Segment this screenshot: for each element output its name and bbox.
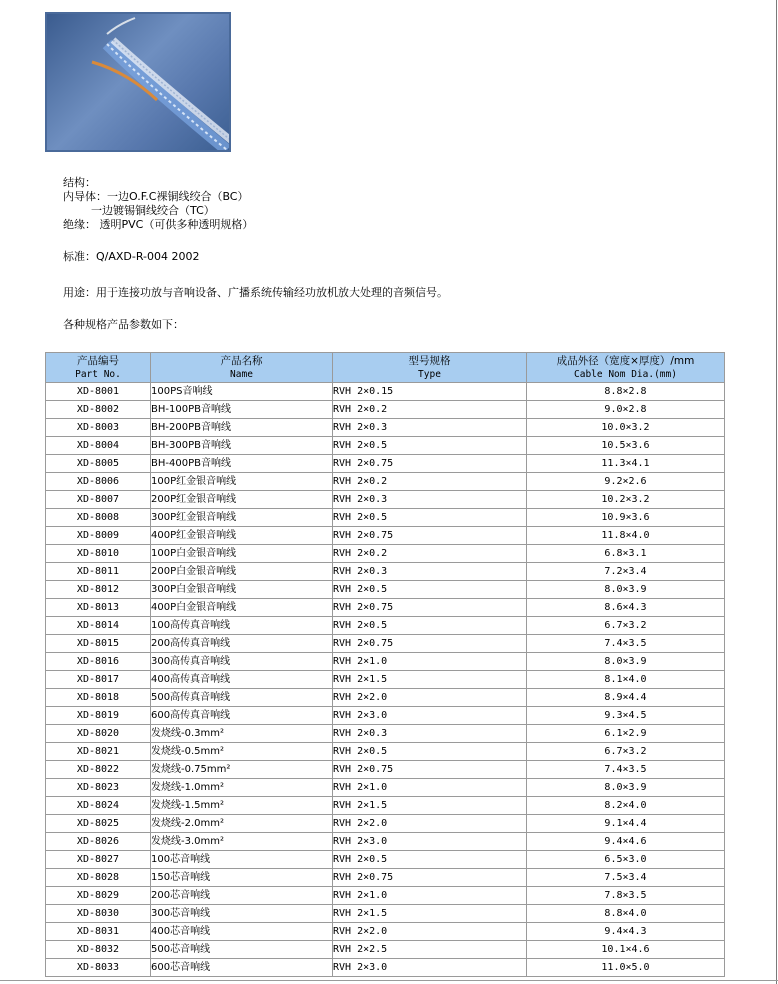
table-row [46,689,725,707]
type-cell: RVH 2×2.0 [333,923,527,941]
table-row [46,599,725,617]
table-row [46,851,725,869]
page-right-border [776,0,777,984]
table-row [46,473,725,491]
diameter-cell: 8.0×3.9 [527,581,725,599]
name-cell: 发烧线-1.5mm² [151,797,333,815]
name-cell: 400高传真音响线 [151,671,333,689]
diameter-cell: 7.8×3.5 [527,887,725,905]
type-cell: RVH 2×0.5 [333,509,527,527]
part-no-cell: XD-8018 [46,689,151,707]
part-no-cell: XD-8033 [46,959,151,977]
type-cell: RVH 2×0.2 [333,401,527,419]
table-row [46,419,725,437]
usage-line: 用途：用于连接功放与音响设备、广播系统传输经功放机放大处理的音频信号。 [63,286,448,299]
name-cell: 300P白金银音响线 [151,581,333,599]
table-row [46,941,725,959]
header-type-en: Type [418,368,441,380]
diameter-cell: 7.2×3.4 [527,563,725,581]
part-no-cell: XD-8002 [46,401,151,419]
diameter-cell: 7.4×3.5 [527,761,725,779]
table-row [46,653,725,671]
header-type [333,353,527,383]
table-row [46,491,725,509]
table-row [46,887,725,905]
type-cell: RVH 2×1.0 [333,653,527,671]
type-cell: RVH 2×2.5 [333,941,527,959]
part-no-cell: XD-8010 [46,545,151,563]
name-cell: 400芯音响线 [151,923,333,941]
type-cell: RVH 2×3.0 [333,707,527,725]
table-row [46,797,725,815]
header-diameter-zh: 成品外径（宽度×厚度）/mm [556,354,695,367]
diameter-cell: 6.5×3.0 [527,851,725,869]
table-body [46,383,725,977]
part-no-cell: XD-8031 [46,923,151,941]
table-row [46,617,725,635]
header-part-no-en: Part No. [75,368,121,380]
name-cell: 150芯音响线 [151,869,333,887]
part-no-cell: XD-8001 [46,383,151,401]
type-cell: RVH 2×0.75 [333,635,527,653]
diameter-cell: 9.0×2.8 [527,401,725,419]
diameter-cell: 11.8×4.0 [527,527,725,545]
diameter-cell: 9.2×2.6 [527,473,725,491]
type-cell: RVH 2×0.75 [333,599,527,617]
name-cell: 发烧线-3.0mm² [151,833,333,851]
name-cell: 500高传真音响线 [151,689,333,707]
diameter-cell: 8.9×4.4 [527,689,725,707]
diameter-cell: 8.2×4.0 [527,797,725,815]
table-row [46,743,725,761]
table-row [46,383,725,401]
part-no-cell: XD-8032 [46,941,151,959]
table-row [46,905,725,923]
part-no-cell: XD-8023 [46,779,151,797]
diameter-cell: 10.5×3.6 [527,437,725,455]
diameter-cell: 8.0×3.9 [527,653,725,671]
part-no-cell: XD-8025 [46,815,151,833]
diameter-cell: 10.2×3.2 [527,491,725,509]
table-row [46,923,725,941]
type-cell: RVH 2×0.5 [333,437,527,455]
type-cell: RVH 2×1.5 [333,905,527,923]
diameter-cell: 7.4×3.5 [527,635,725,653]
page-bottom-border [0,980,778,981]
type-cell: RVH 2×1.5 [333,671,527,689]
diameter-cell: 9.1×4.4 [527,815,725,833]
name-cell: 600芯音响线 [151,959,333,977]
diameter-cell: 8.8×4.0 [527,905,725,923]
part-no-cell: XD-8021 [46,743,151,761]
part-no-cell: XD-8015 [46,635,151,653]
part-no-cell: XD-8028 [46,869,151,887]
diameter-cell: 11.0×5.0 [527,959,725,977]
part-no-cell: XD-8006 [46,473,151,491]
part-no-cell: XD-8013 [46,599,151,617]
part-no-cell: XD-8004 [46,437,151,455]
name-cell: 200P白金银音响线 [151,563,333,581]
part-no-cell: XD-8008 [46,509,151,527]
part-no-cell: XD-8007 [46,491,151,509]
table-row [46,563,725,581]
diameter-cell: 11.3×4.1 [527,455,725,473]
diameter-cell: 6.8×3.1 [527,545,725,563]
part-no-cell: XD-8022 [46,761,151,779]
name-cell: 发烧线-0.5mm² [151,743,333,761]
header-name-zh: 产品名称 [220,354,263,367]
cable-product-photo [45,12,231,152]
name-cell: 400P红金银音响线 [151,527,333,545]
table-header-row [46,353,725,383]
diameter-cell: 10.9×3.6 [527,509,725,527]
diameter-cell: 6.1×2.9 [527,725,725,743]
type-cell: RVH 2×0.75 [333,455,527,473]
name-cell: 100PS音响线 [151,383,333,401]
part-no-cell: XD-8012 [46,581,151,599]
name-cell: 300芯音响线 [151,905,333,923]
name-cell: 发烧线-0.75mm² [151,761,333,779]
name-cell: 300高传真音响线 [151,653,333,671]
table-row [46,455,725,473]
table-row [46,707,725,725]
header-name [151,353,333,383]
table-row [46,833,725,851]
diameter-cell: 8.0×3.9 [527,779,725,797]
type-cell: RVH 2×0.2 [333,545,527,563]
part-no-cell: XD-8005 [46,455,151,473]
table-row [46,401,725,419]
type-cell: RVH 2×0.5 [333,617,527,635]
name-cell: 100芯音响线 [151,851,333,869]
part-no-cell: XD-8014 [46,617,151,635]
part-no-cell: XD-8020 [46,725,151,743]
type-cell: RVH 2×0.3 [333,419,527,437]
type-cell: RVH 2×0.5 [333,743,527,761]
name-cell: 发烧线-0.3mm² [151,725,333,743]
header-name-en: Name [230,368,253,380]
header-part-no [46,353,151,383]
header-type-zh: 型号规格 [408,354,451,367]
diameter-cell: 8.1×4.0 [527,671,725,689]
header-diameter [527,353,725,383]
table-row [46,725,725,743]
name-cell: 400P白金银音响线 [151,599,333,617]
type-cell: RVH 2×0.3 [333,491,527,509]
type-cell: RVH 2×0.3 [333,563,527,581]
type-cell: RVH 2×0.3 [333,725,527,743]
table-row [46,959,725,977]
structure-label: 结构： [63,176,96,189]
type-cell: RVH 2×2.0 [333,815,527,833]
diameter-cell: 6.7×3.2 [527,617,725,635]
type-cell: RVH 2×3.0 [333,833,527,851]
name-cell: 100高传真音响线 [151,617,333,635]
type-cell: RVH 2×3.0 [333,959,527,977]
diameter-cell: 8.6×4.3 [527,599,725,617]
conductor-line-1: 内导体：一边O.F.C裸铜线绞合（BC） [63,190,249,203]
part-no-cell: XD-8029 [46,887,151,905]
name-cell: 发烧线-1.0mm² [151,779,333,797]
part-no-cell: XD-8024 [46,797,151,815]
diameter-cell: 9.4×4.3 [527,923,725,941]
type-cell: RVH 2×0.75 [333,527,527,545]
table-row [46,545,725,563]
type-cell: RVH 2×0.75 [333,761,527,779]
diameter-cell: 9.4×4.6 [527,833,725,851]
part-no-cell: XD-8026 [46,833,151,851]
diameter-cell: 6.7×3.2 [527,743,725,761]
name-cell: BH-300PB音响线 [151,437,333,455]
table-row [46,527,725,545]
table-row [46,437,725,455]
type-cell: RVH 2×2.0 [333,689,527,707]
part-no-cell: XD-8030 [46,905,151,923]
diameter-cell: 9.3×4.5 [527,707,725,725]
param-intro-line: 各种规格产品参数如下： [63,318,184,331]
table-row [46,869,725,887]
part-no-cell: XD-8019 [46,707,151,725]
type-cell: RVH 2×0.5 [333,851,527,869]
type-cell: RVH 2×0.15 [333,383,527,401]
name-cell: BH-200PB音响线 [151,419,333,437]
part-no-cell: XD-8016 [46,653,151,671]
name-cell: BH-100PB音响线 [151,401,333,419]
diameter-cell: 8.8×2.8 [527,383,725,401]
table-row [46,635,725,653]
table-row [46,581,725,599]
name-cell: 200高传真音响线 [151,635,333,653]
header-part-no-zh: 产品编号 [77,354,119,367]
header-diameter-en: Cable Nom Dia.(mm) [574,368,677,380]
diameter-cell: 10.1×4.6 [527,941,725,959]
name-cell: 300P红金银音响线 [151,509,333,527]
diameter-cell: 10.0×3.2 [527,419,725,437]
table-row [46,509,725,527]
part-no-cell: XD-8027 [46,851,151,869]
standard-line: 标准：Q/AXD-R-004 2002 [63,250,200,263]
conductor-line-2: 一边镀锡铜线绞合（TC） [91,204,215,217]
name-cell: 发烧线-2.0mm² [151,815,333,833]
table-row [46,671,725,689]
type-cell: RVH 2×1.0 [333,779,527,797]
name-cell: 200P红金银音响线 [151,491,333,509]
name-cell: 500芯音响线 [151,941,333,959]
table-row [46,779,725,797]
part-no-cell: XD-8009 [46,527,151,545]
name-cell: 100P白金银音响线 [151,545,333,563]
part-no-cell: XD-8003 [46,419,151,437]
spec-table [45,352,725,977]
part-no-cell: XD-8017 [46,671,151,689]
part-no-cell: XD-8011 [46,563,151,581]
insulation-line: 绝缘： 透明PVC（可供多种透明规格） [63,218,254,231]
name-cell: 600高传真音响线 [151,707,333,725]
table-row [46,815,725,833]
type-cell: RVH 2×0.2 [333,473,527,491]
diameter-cell: 7.5×3.4 [527,869,725,887]
type-cell: RVH 2×0.75 [333,869,527,887]
name-cell: BH-400PB音响线 [151,455,333,473]
type-cell: RVH 2×1.0 [333,887,527,905]
table-row [46,761,725,779]
name-cell: 200芯音响线 [151,887,333,905]
name-cell: 100P红金银音响线 [151,473,333,491]
type-cell: RVH 2×0.5 [333,581,527,599]
type-cell: RVH 2×1.5 [333,797,527,815]
